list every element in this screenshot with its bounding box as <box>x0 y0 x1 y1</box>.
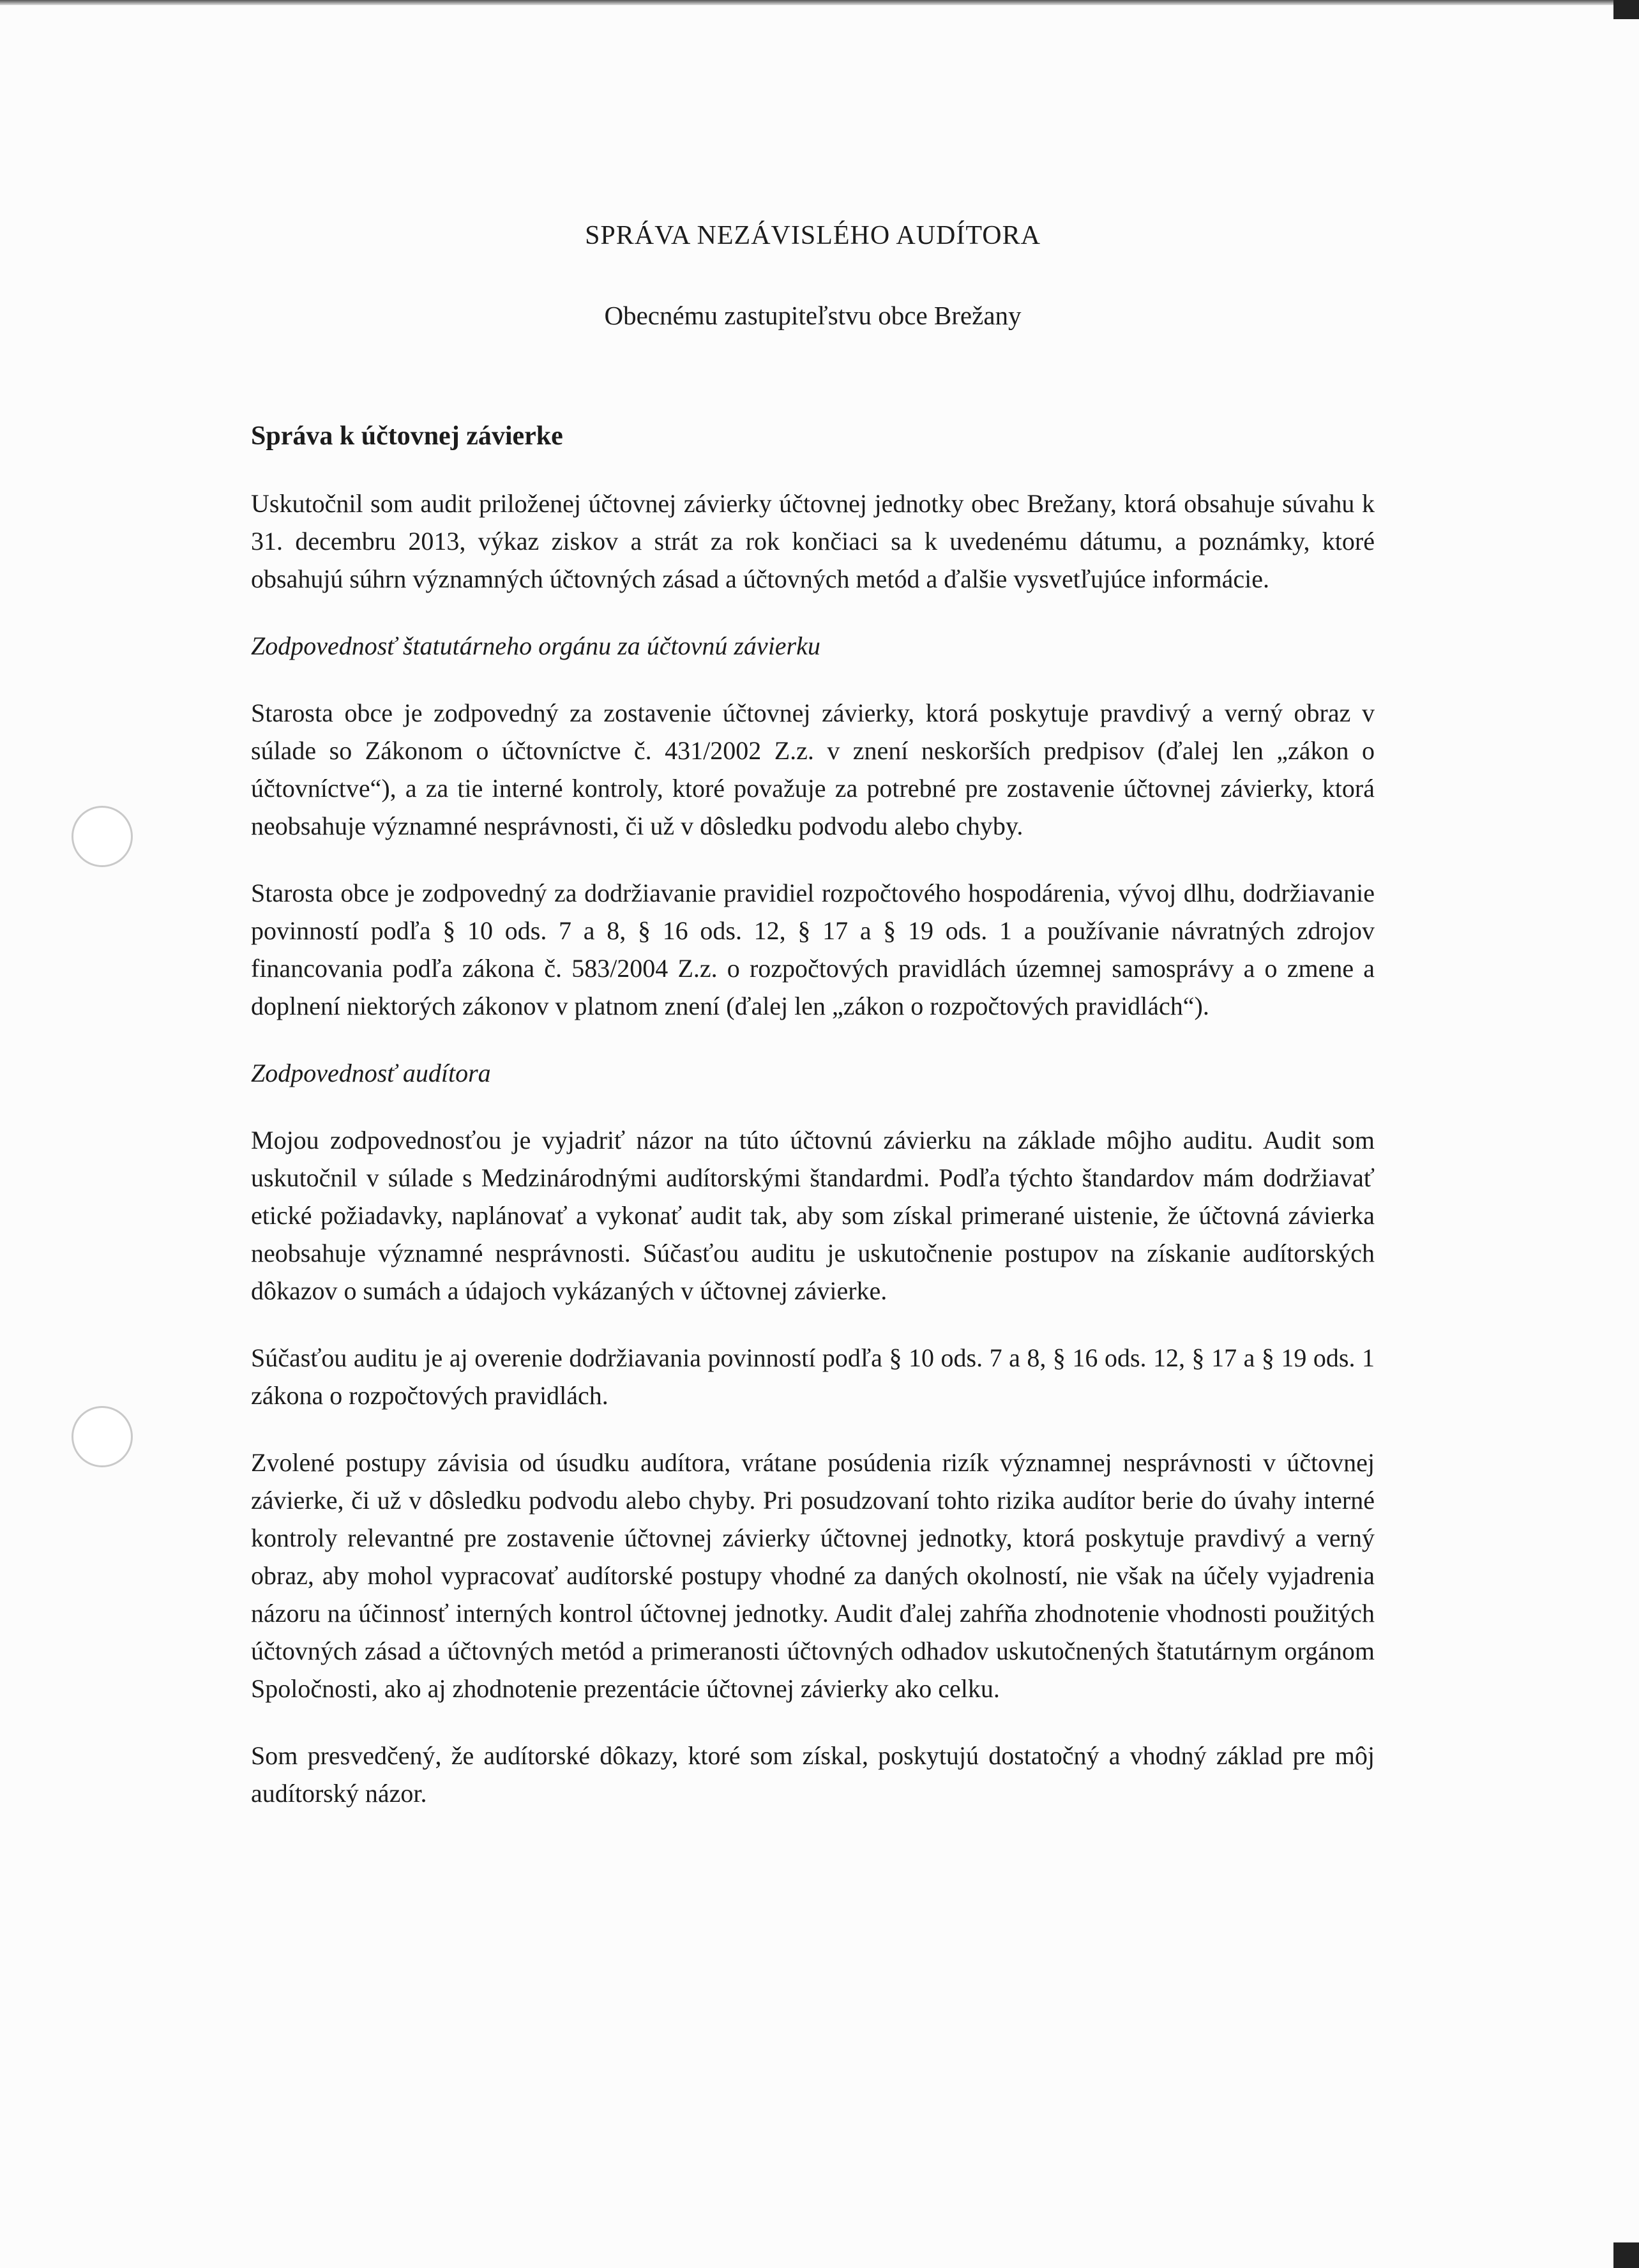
paragraph-budget-rules: Starosta obce je zodpovedný za dodržiavanie pravidiel rozpočtového hospodárenia, vývoj dlhu, dodržiavanie povinností podľa § 10 ods. 7 a 8, § 16 ods. 12, § 17 a § 19 ods. 1 a používanie návratných zdrojov financovania podľa zákona č. 583/2004 Z.z. o rozpočtových pravidlách územnej samosprávy a o zmene a doplnení niektorých zákonov v platnom znení (ďalej len „zákon o rozpočtových pravidlách“). <box>251 879 1375 1020</box>
paragraph-auditor-duty: Mojou zodpovednosťou je vyjadriť názor na túto účtovnú závierku na základe môjho auditu. Audit som uskutočnil v súlade s Medzinárodnými audítorskými štandardmi. Podľa týchto štandardov mám dodržiavať etické požiadavky, naplánovať a vykonať audit tak, aby som získal primerané uistenie, že účtovná závierka neobsahuje významné nesprávnosti. Súčasťou auditu je uskutočnenie postupov na získanie audítorských dôkazov o sumách a údajoch vykázaných v účtovnej závierke. <box>251 1126 1375 1305</box>
document-addressee: Obecnému zastupiteľstvu obce Brežany <box>604 301 1022 330</box>
paragraph-compliance-check: Súčasťou auditu je aj overenie dodržiavania povinností podľa § 10 ods. 7 a 8, § 16 ods. 12, § 17 a § 19 ods. 1 zákona o rozpočtových pravidlách. <box>251 1343 1375 1410</box>
scan-corner-mark-top <box>1613 0 1639 19</box>
document-title: SPRÁVA NEZÁVISLÉHO AUDÍTORA <box>585 221 1041 250</box>
subheading-auditor-responsibility: Zodpovednosť audítora <box>251 1059 491 1087</box>
paragraph-mayor-responsibility: Starosta obce je zodpovedný za zostavenie účtovnej závierky, ktorá poskytuje pravdivý a verný obraz v súlade so Zákonom o účtovníctve č. 431/2002 Z.z. v znení neskorších predpisov (ďalej len „zákon o účtovníctve“), a za tie interné kontroly, ktoré považuje za potrebné pre zostavenie účtovnej závierky, ktorá neobsahuje významné nesprávnosti, či už v dôsledku podvodu alebo chyby. <box>251 699 1375 840</box>
scan-corner-mark-bottom <box>1613 2242 1639 2268</box>
paragraph-conclusion: Som presvedčený, že audítorské dôkazy, ktoré som získal, poskytujú dostatočný a vhodný základ pre môj audítorský názor. <box>251 1741 1375 1808</box>
paragraph-procedures: Zvolené postupy závisia od úsudku audítora, vrátane posúdenia rizík významnej nesprávnosti v účtovnej závierke, či už v dôsledku podvodu alebo chyby. Pri posudzovaní tohto rizika audítor berie do úvahy interné kontroly relevantné pre zostavenie účtovnej závierky účtovnej jednotky, ktorá poskytuje pravdivý a verný obraz, aby mohol vypracovať audítorské postupy vhodné za daných okolností, nie však na účely vyjadrenia názoru na účinnosť interných kontrol účtovnej jednotky. Audit ďalej zahŕňa zhodnotenie vhodnosti použitých účtovných zásad a účtovných metód a primeranosti účtovných odhadov uskutočnených štatutárnym orgánom Spoločnosti, ako aj zhodnotenie prezentácie účtovnej závierky ako celku. <box>251 1448 1375 1703</box>
punch-hole-upper <box>72 806 133 867</box>
document-body <box>251 217 1375 1841</box>
paragraph-audit-scope: Uskutočnil som audit priloženej účtovnej závierky účtovnej jednotky obec Brežany, ktorá obsahuje súvahu k 31. decembru 2013, výkaz ziskov a strát za rok končiaci sa k uvedenému dátumu, a poznámky, ktoré obsahujú súhrn významných účtovných zásad a účtovných metód a ďalšie vysvetľujúce informácie. <box>251 489 1375 593</box>
section-heading: Správa k účtovnej závierke <box>251 421 563 451</box>
subheading-statutory-responsibility: Zodpovednosť štatutárneho orgánu za účtovnú závierku <box>251 631 820 660</box>
scan-top-edge <box>0 0 1639 5</box>
punch-hole-lower <box>72 1406 133 1467</box>
